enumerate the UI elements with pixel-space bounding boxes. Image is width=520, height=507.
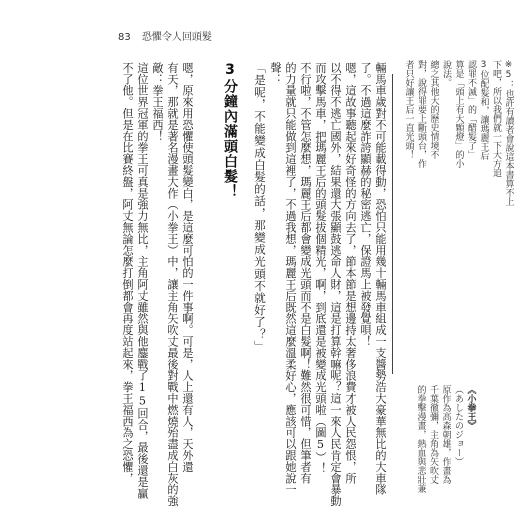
footnote-line: 說法。 bbox=[441, 60, 451, 87]
footnote-line: 算是「頭上有大顆燈」的小 bbox=[453, 60, 464, 168]
glossary-note bbox=[414, 385, 477, 493]
page-number: 83 bbox=[118, 32, 131, 43]
footnote-line: 3位配髮和，讓瑪麗王后 bbox=[478, 60, 489, 160]
body-line: 而攻擊馬車，把瑪麗王后的頭髮拔個精光，啊，到底還是被變成光頭啦（圖5）！ bbox=[314, 62, 327, 475]
glossary-line: 千葉徹彌，主角為矢吹丈 bbox=[428, 385, 438, 484]
body-line: 有天，那就是著名漫畫大作（小拳王）中，讓主角矢吹丈最後對戰中燃燒殆盡成白灰的強 bbox=[166, 62, 179, 507]
pull-quote: 「是呢，不能變成白髮的話，那變成光頭不就好了？」 bbox=[253, 62, 267, 353]
footnote-line: 者只好讓王后一直光頭！ bbox=[403, 60, 414, 159]
body-line: 了。不過這麼詐誇顯赫的秘密逃亡，保證馬上被發覺唄！ bbox=[359, 62, 372, 347]
body-line: 輛馬車歲對不可能載得動，恐怕只能用幾十輛馬車組成一支醬勢浩大豪華無比的大車隊 bbox=[374, 62, 387, 496]
footnote-line: ※5：也許有讀者會說這本書算不上 bbox=[503, 60, 514, 206]
glossary-line: 的拳擊漫畫，熱血與悲壯兼 bbox=[415, 385, 426, 493]
body-line: 聲： bbox=[269, 62, 282, 85]
body-text-left bbox=[120, 62, 195, 507]
glossary-title: 《小拳王》 bbox=[465, 385, 476, 430]
section-heading: 3分鐘內滿頭白髮！ bbox=[222, 62, 238, 199]
page-header bbox=[118, 28, 212, 43]
footnote-line: 下吧，所以我們就一下大方追 bbox=[491, 60, 501, 177]
footnote-line: 認罪不滅」的「醋髮了」 bbox=[466, 60, 476, 159]
column-divider bbox=[392, 74, 393, 374]
body-line: 這位世界冠軍的拳王可真是強力無比，主角阿丈雖然與他鏖戰了15回合，最後還是贏 bbox=[136, 62, 149, 499]
glossary-line: 原作為高森朝雄，作畫為 bbox=[440, 385, 451, 484]
body-line: 的力量就只能做到這裡了，不過我想，瑪麗王后既然這麼溫柔好心，應該可以跟她說一 bbox=[284, 62, 297, 496]
body-text-right bbox=[268, 62, 388, 507]
glossary-line: （あしたのジョー） bbox=[453, 385, 463, 466]
body-line: 以不得不逃亡國外，結果還大張顯鼓逃命人財，這是打算幹嘛呢？這一來人民肯定會暴動 bbox=[329, 62, 342, 507]
footnotes bbox=[402, 60, 515, 206]
body-line: 嗯，原來用恐懼使頭髮變白，是這麼可怕的一件事啊。可是，人上還有人，天外還 bbox=[181, 62, 194, 473]
body-line: 不行啦，不管怎麼想，瑪麗王后都會變成光頭而不是白髮啊！難然很可惜，但筆者有 bbox=[299, 62, 312, 484]
body-line: 不了他。但是在比賽終盤，阿丈無論怎麼打倒都會再度站起來，拳王福西為之恐懼， bbox=[121, 62, 134, 484]
book-title: 恐懼令人回頭髮 bbox=[141, 32, 212, 43]
footnote-line: 總之其他大的歷史情境不 bbox=[428, 60, 439, 159]
footnote-line: 對，說得罪要上斷頭台，作 bbox=[416, 60, 426, 168]
body-line: 嗯，這故事聽起來好奇怪的方向去了，節本節是想邊持太奢侈浪費才被人民怨恨，所 bbox=[344, 62, 357, 484]
body-line: 敵：拳王福西！ bbox=[151, 62, 164, 142]
